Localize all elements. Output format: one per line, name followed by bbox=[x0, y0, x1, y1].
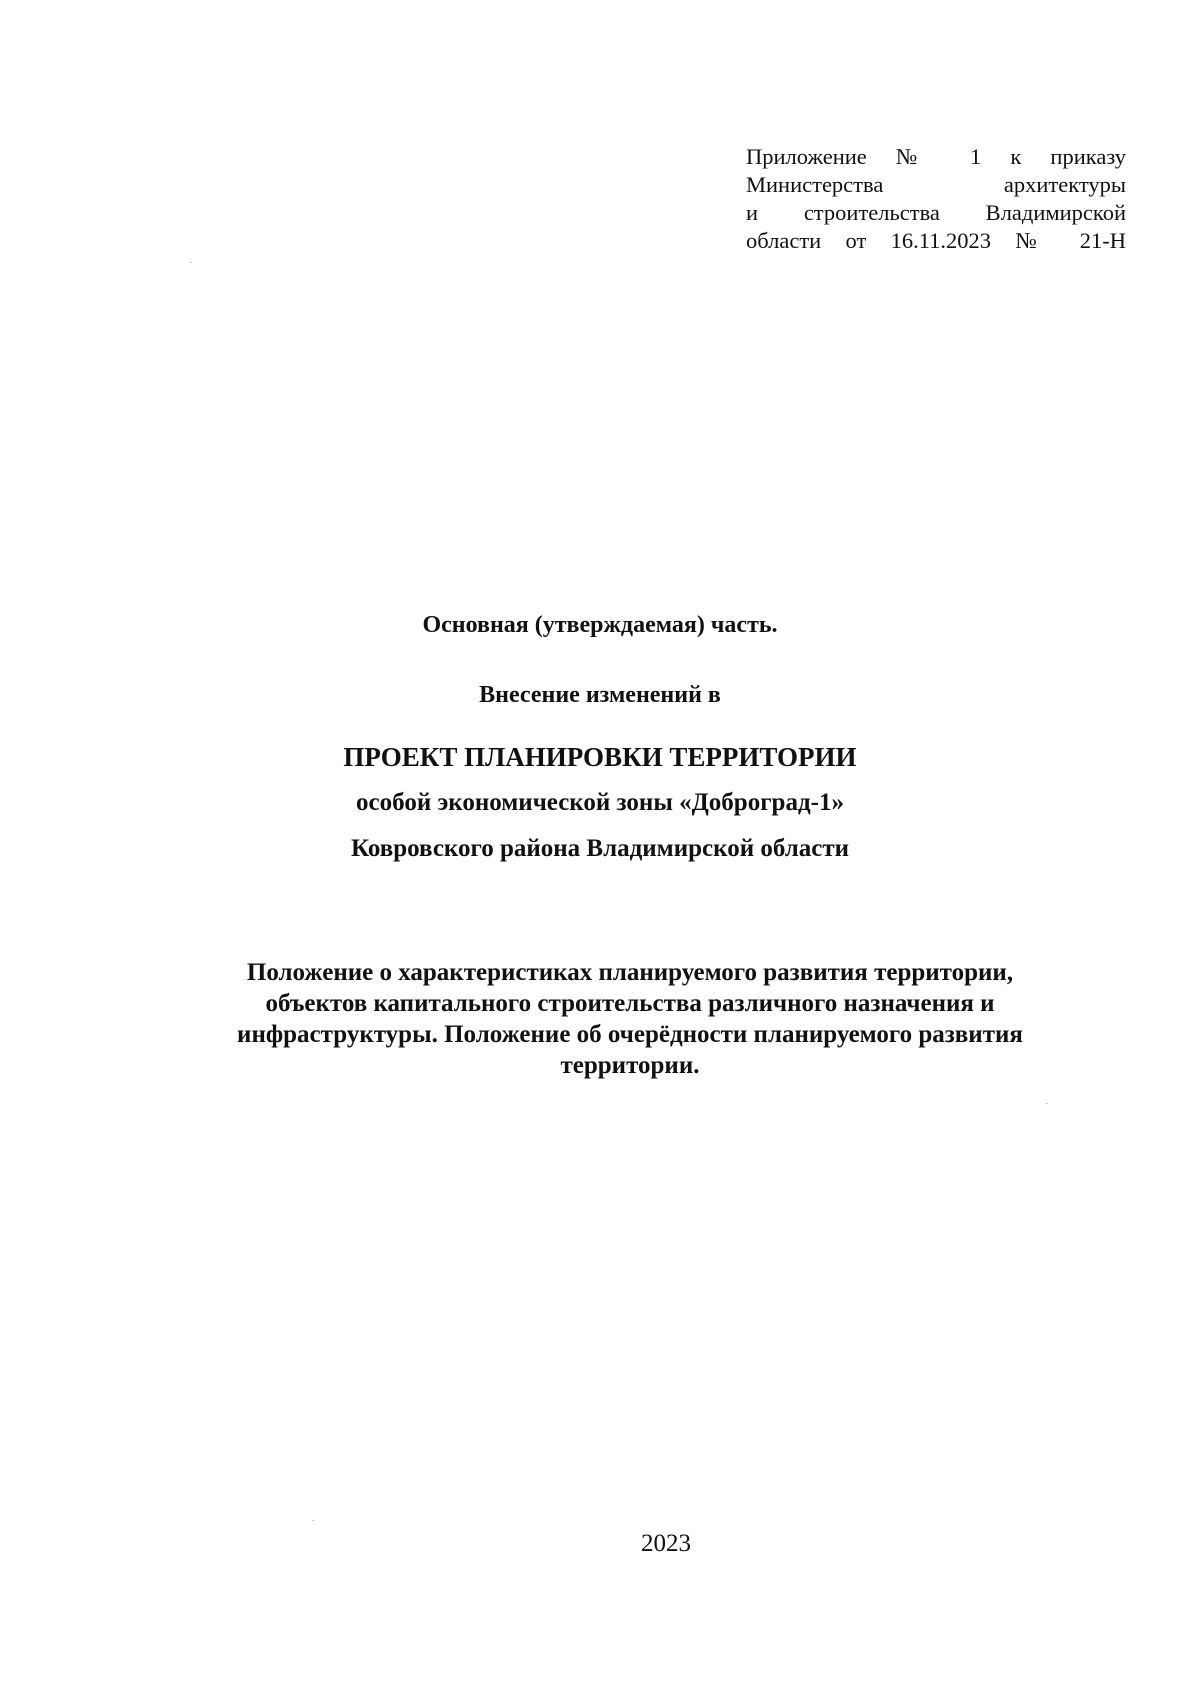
position-statement bbox=[150, 957, 1110, 1081]
scan-speck bbox=[1046, 1103, 1048, 1104]
position-line: инфраструктуры. Положение об очерёдности планируемого развития bbox=[237, 1021, 1023, 1048]
appendix-line: области от 16.11.2023 № 21-Н bbox=[746, 228, 1126, 253]
part-heading: Основная (утверждаемая) часть. bbox=[422, 612, 778, 638]
appendix-line: Министерства архитектуры bbox=[746, 172, 1126, 197]
appendix-line: и строительства Владимирской bbox=[746, 200, 1126, 225]
position-line: Положение о характеристиках планируемого развития территории, bbox=[246, 959, 1014, 986]
appendix-reference bbox=[746, 143, 1126, 255]
scan-speck bbox=[312, 1520, 314, 1521]
position-line: территории. bbox=[560, 1052, 700, 1079]
document-year: 2023 bbox=[641, 1530, 691, 1557]
appendix-line: Приложение № 1 к приказу bbox=[746, 144, 1126, 169]
scan-speck bbox=[190, 262, 192, 263]
district-subtitle: Ковровского района Владимирской области bbox=[350, 835, 850, 862]
zone-subtitle: особой экономической зоны «Доброград-1» bbox=[356, 789, 844, 816]
project-title: ПРОЕКТ ПЛАНИРОВКИ ТЕРРИТОРИИ bbox=[343, 742, 857, 772]
position-line: объектов капитального строительства различного назначения и bbox=[265, 990, 995, 1017]
changes-heading: Внесение изменений в bbox=[479, 682, 721, 708]
